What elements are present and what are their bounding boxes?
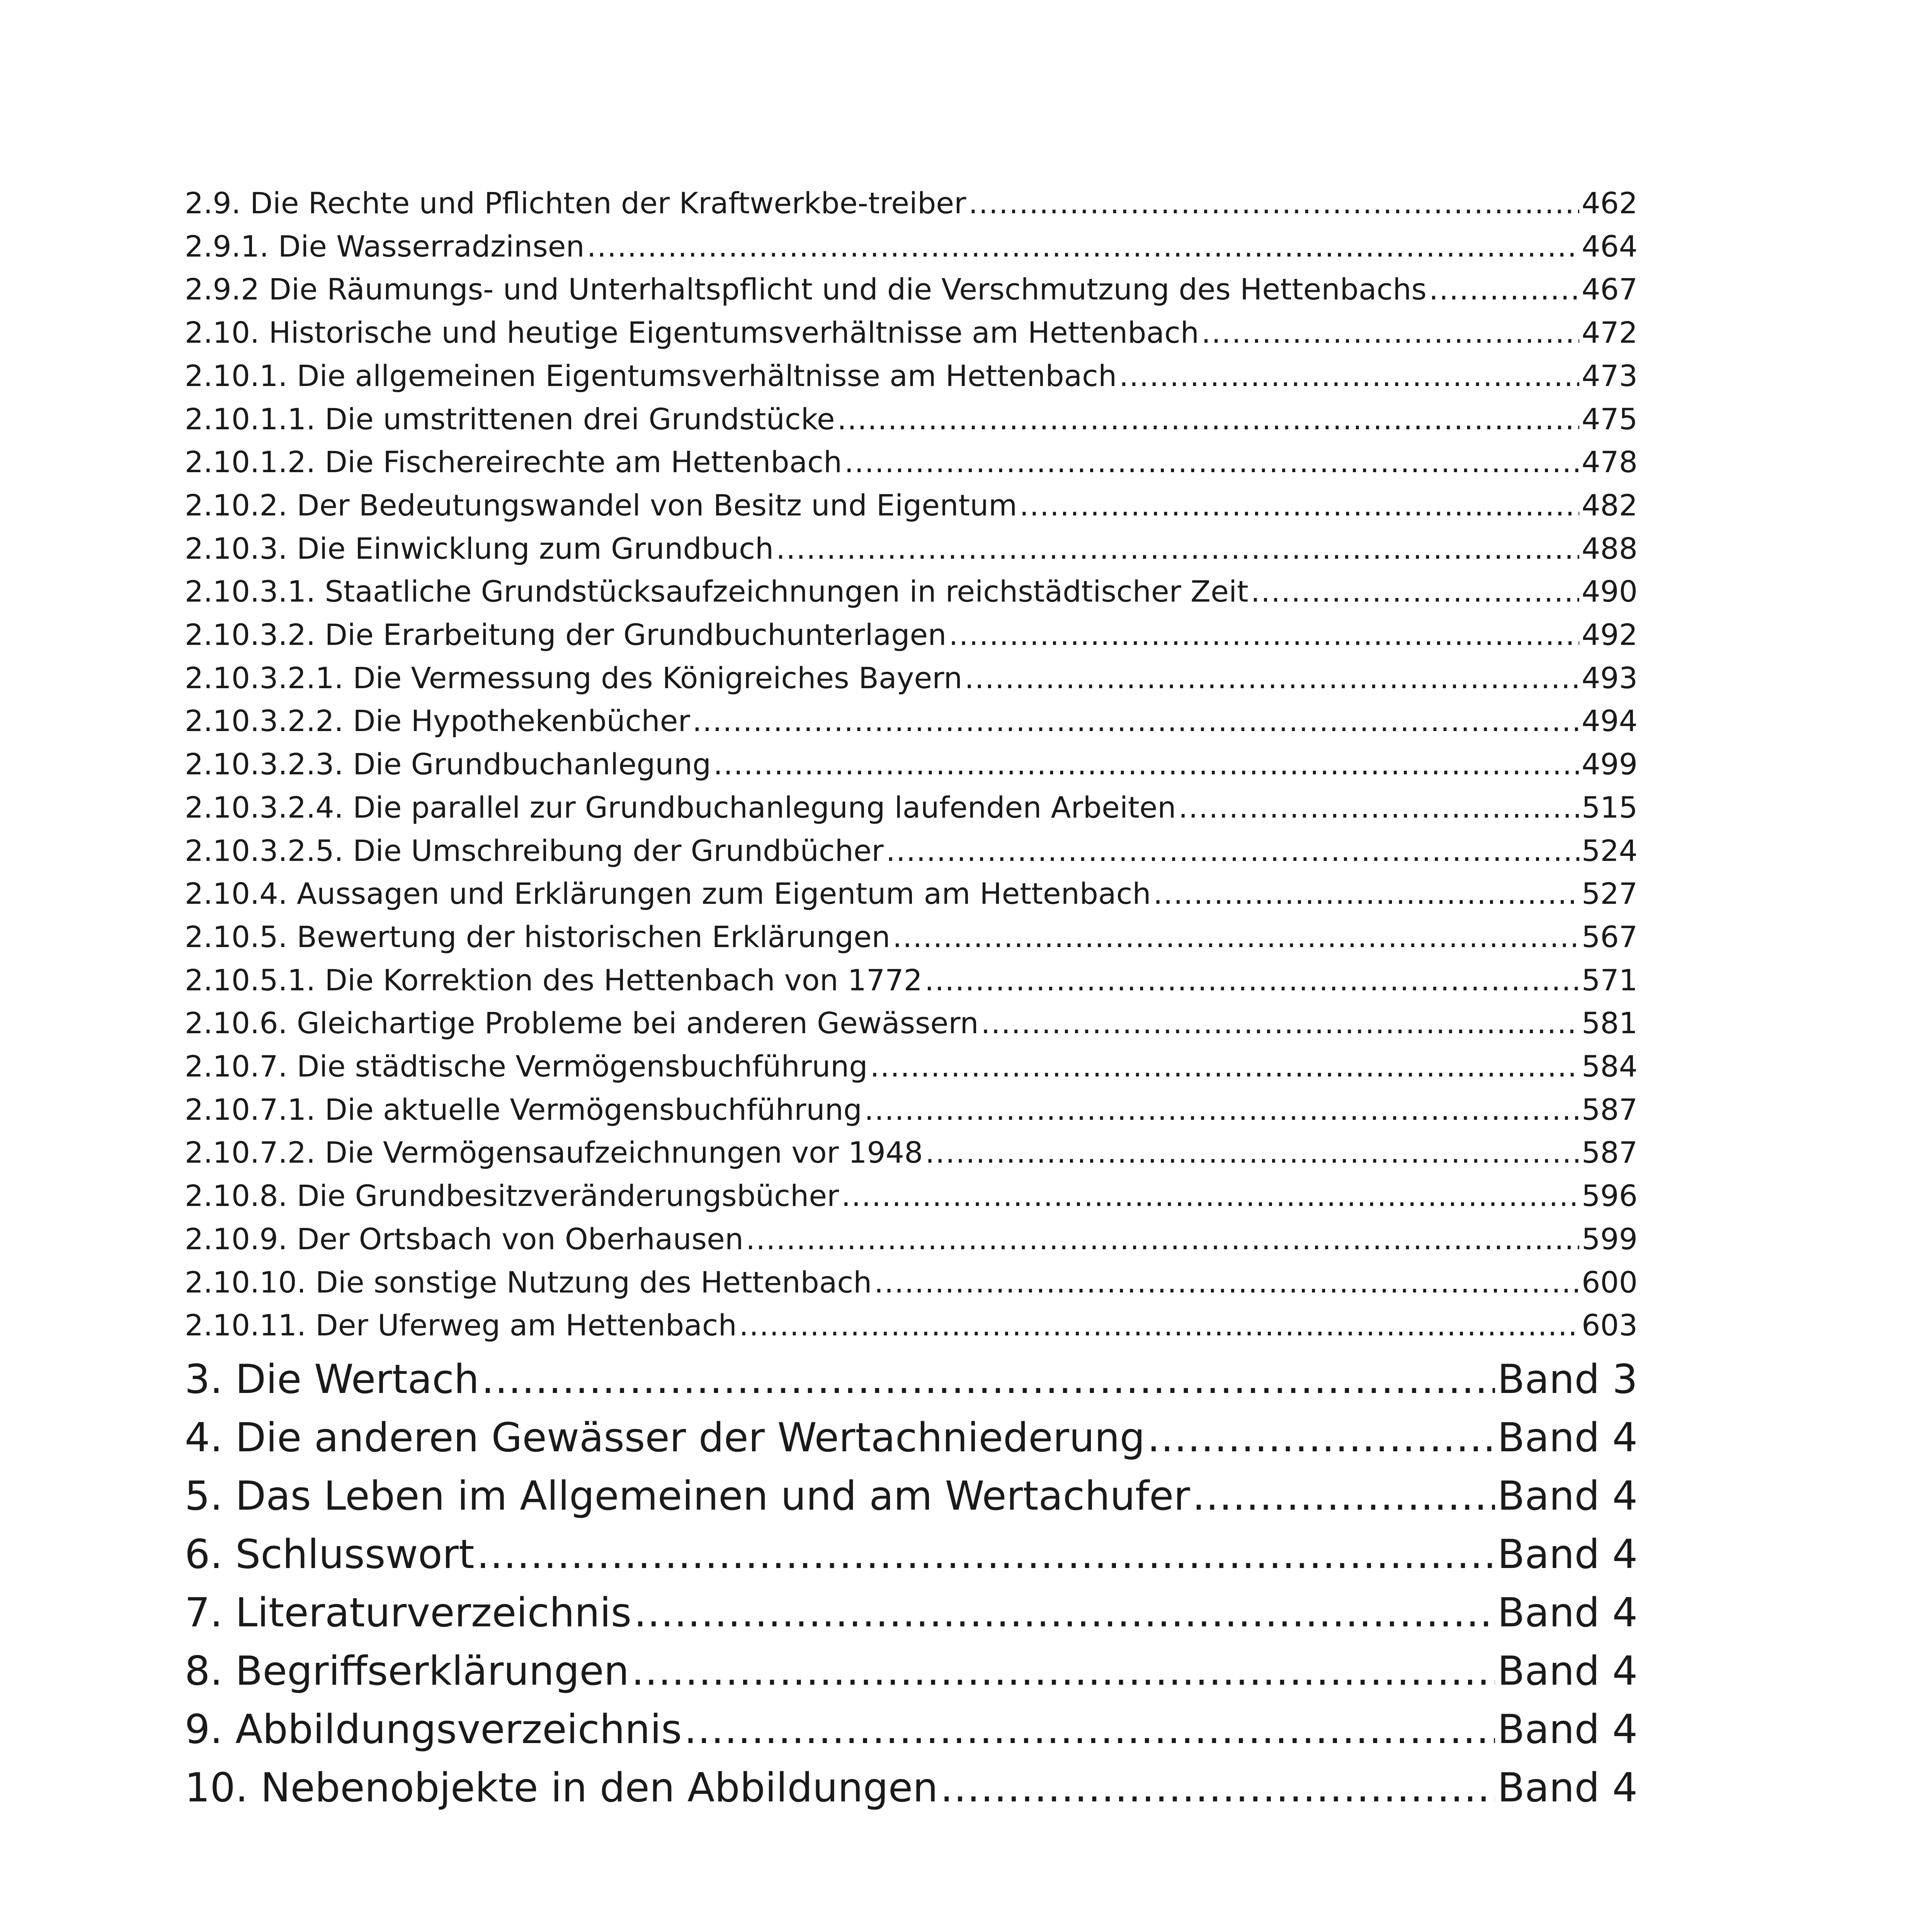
toc-dot-leader bbox=[844, 440, 1579, 484]
toc-entry-label: 9. Abbildungsverzeichnis bbox=[185, 1706, 682, 1753]
toc-dot-leader bbox=[949, 613, 1579, 656]
toc-entry-label: 2.10.2. Der Bedeutungswandel von Besitz und Eigentum bbox=[185, 488, 1017, 522]
toc-dot-leader bbox=[1119, 354, 1579, 398]
toc-dot-leader bbox=[1429, 268, 1579, 311]
toc-entry-label: 2.10.1.2. Die Fischereirechte am Hettenbach bbox=[185, 445, 842, 479]
toc-entry[interactable] bbox=[185, 959, 1638, 1002]
toc-entry-label: 8. Begriffserklärungen bbox=[185, 1648, 629, 1694]
toc-dot-leader bbox=[746, 1218, 1579, 1261]
toc-dot-leader bbox=[713, 743, 1579, 786]
toc-entry-page: 499 bbox=[1581, 747, 1638, 781]
toc-entry[interactable] bbox=[185, 440, 1638, 484]
toc-entry[interactable] bbox=[185, 743, 1638, 786]
toc-entry-page: Band 4 bbox=[1497, 1590, 1638, 1636]
toc-entry-label: 2.10.3.2.4. Die parallel zur Grundbuchanlegung laufenden Arbeiten bbox=[185, 790, 1176, 825]
toc-entry[interactable] bbox=[185, 354, 1638, 398]
toc-entry-page: Band 4 bbox=[1497, 1415, 1638, 1461]
toc-entry[interactable] bbox=[185, 829, 1638, 872]
toc-entry[interactable] bbox=[185, 699, 1638, 743]
toc-entry[interactable] bbox=[185, 268, 1638, 311]
toc-entry-page: 475 bbox=[1581, 402, 1638, 436]
toc-dot-leader bbox=[870, 1045, 1579, 1088]
toc-entry-label: 2.10.8. Die Grundbesitzveränderungsbücher bbox=[185, 1179, 839, 1213]
toc-entry-label: 2.10.3.2.3. Die Grundbuchanlegung bbox=[185, 747, 711, 781]
toc-dot-leader bbox=[739, 1304, 1579, 1347]
toc-dot-leader bbox=[1147, 1409, 1495, 1467]
toc-dot-leader bbox=[837, 398, 1579, 441]
toc-dot-leader bbox=[587, 225, 1579, 268]
toc-entry[interactable] bbox=[185, 1759, 1638, 1817]
toc-entry-page: 490 bbox=[1581, 574, 1638, 609]
toc-entry-page: 462 bbox=[1581, 186, 1638, 220]
toc-dot-leader bbox=[1192, 1467, 1495, 1525]
toc-entry-page: 524 bbox=[1581, 833, 1638, 868]
toc-entry-label: 2.10.1. Die allgemeinen Eigentumsverhältnisse am Hettenbach bbox=[185, 359, 1117, 393]
toc-dot-leader bbox=[964, 656, 1579, 700]
toc-entry[interactable] bbox=[185, 1350, 1638, 1408]
toc-entry-page: 473 bbox=[1581, 359, 1638, 393]
toc-entry-label: 2.10.5. Bewertung der historischen Erklärungen bbox=[185, 920, 890, 954]
toc-entry[interactable] bbox=[185, 1584, 1638, 1642]
toc-entry[interactable] bbox=[185, 1218, 1638, 1261]
toc-entry[interactable] bbox=[185, 1088, 1638, 1131]
toc-dot-leader bbox=[1179, 786, 1579, 829]
toc-entry-page: 600 bbox=[1581, 1265, 1638, 1299]
toc-dot-leader bbox=[874, 1261, 1579, 1304]
toc-entry[interactable] bbox=[185, 484, 1638, 527]
toc-entry[interactable] bbox=[185, 915, 1638, 959]
toc-entry-page: Band 4 bbox=[1497, 1473, 1638, 1519]
toc-entry-page: 587 bbox=[1581, 1092, 1638, 1127]
toc-entry[interactable] bbox=[185, 1174, 1638, 1218]
toc-entry[interactable] bbox=[185, 1045, 1638, 1088]
toc-entry-label: 5. Das Leben im Allgemeinen und am Wertachufer bbox=[185, 1473, 1190, 1519]
toc-entry-label: 2.10.7. Die städtische Vermögensbuchführung bbox=[185, 1049, 868, 1083]
toc-entry-label: 2.10.3.2.5. Die Umschreibung der Grundbücher bbox=[185, 833, 884, 868]
toc-entry-label: 2.10.3.2.2. Die Hypothekenbücher bbox=[185, 704, 690, 738]
toc-dot-leader bbox=[864, 1088, 1579, 1131]
toc-entry-page: 567 bbox=[1581, 920, 1638, 954]
toc-entry-page: 599 bbox=[1581, 1222, 1638, 1256]
toc-entry-page: 571 bbox=[1581, 963, 1638, 997]
toc-dot-leader bbox=[776, 527, 1579, 570]
toc-entry-page: 587 bbox=[1581, 1135, 1638, 1170]
toc-entry[interactable] bbox=[185, 656, 1638, 700]
toc-dot-leader bbox=[692, 699, 1579, 743]
toc-dot-leader bbox=[940, 1759, 1495, 1817]
toc-entry-label: 2.10.7.2. Die Vermögensaufzeichnungen vor 1948 bbox=[185, 1135, 923, 1170]
toc-entry[interactable] bbox=[185, 613, 1638, 656]
toc-dot-leader bbox=[1201, 311, 1579, 354]
toc-entry-page: Band 4 bbox=[1497, 1531, 1638, 1578]
toc-dot-leader bbox=[1153, 872, 1579, 915]
toc-dot-leader bbox=[981, 1002, 1579, 1045]
toc-entry-page: 527 bbox=[1581, 876, 1638, 911]
toc-entry[interactable] bbox=[185, 1304, 1638, 1347]
toc-entry[interactable] bbox=[185, 182, 1638, 225]
toc-entry-page: 493 bbox=[1581, 661, 1638, 695]
toc-dot-leader bbox=[841, 1174, 1579, 1218]
toc-entry-page: 515 bbox=[1581, 790, 1638, 825]
toc-entry[interactable] bbox=[185, 1002, 1638, 1045]
toc-dot-leader bbox=[634, 1584, 1495, 1642]
toc-entry[interactable] bbox=[185, 311, 1638, 354]
toc-entry[interactable] bbox=[185, 1526, 1638, 1583]
toc-dot-leader bbox=[481, 1350, 1495, 1408]
toc-entry-page: 581 bbox=[1581, 1006, 1638, 1040]
toc-entry[interactable] bbox=[185, 225, 1638, 268]
toc-entry-page: Band 4 bbox=[1497, 1648, 1638, 1694]
toc-entry[interactable] bbox=[185, 1642, 1638, 1700]
toc-entry-label: 2.10.3.2.1. Die Vermessung des Königreiches Bayern bbox=[185, 661, 963, 695]
toc-entry-page: 482 bbox=[1581, 488, 1638, 522]
toc-entry-label: 2.10.7.1. Die aktuelle Vermögensbuchführung bbox=[185, 1092, 862, 1127]
toc-dot-leader bbox=[968, 182, 1579, 225]
toc-entry[interactable] bbox=[185, 570, 1638, 613]
toc-entry-label: 6. Schlusswort bbox=[185, 1531, 475, 1578]
toc-entry-label: 2.10.3.1. Staatliche Grundstücksaufzeichnungen in reichstädtischer Zeit bbox=[185, 574, 1249, 609]
toc-entry-page: Band 3 bbox=[1497, 1356, 1638, 1403]
toc-entry-page: Band 4 bbox=[1497, 1765, 1638, 1811]
toc-entry-label: 2.10.3.2. Die Erarbeitung der Grundbuchunterlagen bbox=[185, 617, 947, 652]
toc-entry-label: 7. Literaturverzeichnis bbox=[185, 1590, 632, 1636]
toc-entry-page: Band 4 bbox=[1497, 1706, 1638, 1753]
toc-dot-leader bbox=[925, 1131, 1579, 1174]
toc-dot-leader bbox=[1019, 484, 1579, 527]
toc-dot-leader bbox=[631, 1642, 1495, 1700]
toc-entry[interactable] bbox=[185, 1409, 1638, 1467]
toc-entry-label: 2.10.11. Der Uferweg am Hettenbach bbox=[185, 1308, 737, 1342]
toc-entry-page: 472 bbox=[1581, 315, 1638, 350]
toc-entry-page: 603 bbox=[1581, 1308, 1638, 1342]
toc-entry-label: 2.10.5.1. Die Korrektion des Hettenbach von 1772 bbox=[185, 963, 922, 997]
toc-entry-label: 2.10.3. Die Einwicklung zum Grundbuch bbox=[185, 531, 774, 566]
toc-dot-leader bbox=[477, 1526, 1495, 1583]
toc-entry[interactable] bbox=[185, 786, 1638, 829]
toc-entry-page: 478 bbox=[1581, 445, 1638, 479]
toc-dot-leader bbox=[1251, 570, 1579, 613]
toc-entry[interactable] bbox=[185, 527, 1638, 570]
toc-entry-page: 488 bbox=[1581, 531, 1638, 566]
toc-entry-label: 2.10.10. Die sonstige Nutzung des Hettenbach bbox=[185, 1265, 872, 1299]
toc-entry-label: 2.9. Die Rechte und Pflichten der Kraftwerkbe-treiber bbox=[185, 186, 966, 220]
toc-entry-label: 2.10.1.1. Die umstrittenen drei Grundstücke bbox=[185, 402, 835, 436]
toc-entry-page: 464 bbox=[1581, 229, 1638, 264]
toc-entry-label: 2.10.6. Gleichartige Probleme bei anderen Gewässern bbox=[185, 1006, 979, 1040]
toc-entry[interactable] bbox=[185, 1261, 1638, 1304]
toc-entry-label: 4. Die anderen Gewässer der Wertachniederung bbox=[185, 1415, 1145, 1461]
toc-entry-page: 596 bbox=[1581, 1179, 1638, 1213]
toc-entry-page: 492 bbox=[1581, 617, 1638, 652]
toc-dot-leader bbox=[925, 959, 1579, 1002]
toc-dot-leader bbox=[886, 829, 1579, 872]
toc-entry[interactable] bbox=[185, 1467, 1638, 1525]
toc-entry-page: 494 bbox=[1581, 704, 1638, 738]
toc-entry-label: 2.9.1. Die Wasserradzinsen bbox=[185, 229, 585, 264]
toc-entry-page: 467 bbox=[1581, 272, 1638, 306]
toc-entry[interactable] bbox=[185, 1701, 1638, 1759]
toc-entry[interactable] bbox=[185, 1131, 1638, 1174]
toc-entry-label: 2.10.4. Aussagen und Erklärungen zum Eigentum am Hettenbach bbox=[185, 876, 1151, 911]
toc-entry[interactable] bbox=[185, 398, 1638, 441]
toc-entry-label: 3. Die Wertach bbox=[185, 1356, 479, 1403]
toc-dot-leader bbox=[893, 915, 1579, 959]
toc-entry[interactable] bbox=[185, 872, 1638, 915]
toc-entry-label: 2.10. Historische und heutige Eigentumsverhältnisse am Hettenbach bbox=[185, 315, 1199, 350]
toc-dot-leader bbox=[684, 1701, 1495, 1759]
toc-entry-label: 2.9.2 Die Räumungs- und Unterhaltspflicht und die Verschmutzung des Hettenbachs bbox=[185, 272, 1427, 306]
toc-entry-label: 10. Nebenobjekte in den Abbildungen bbox=[185, 1765, 938, 1811]
toc-entry-page: 584 bbox=[1581, 1049, 1638, 1083]
toc-entry-label: 2.10.9. Der Ortsbach von Oberhausen bbox=[185, 1222, 744, 1256]
